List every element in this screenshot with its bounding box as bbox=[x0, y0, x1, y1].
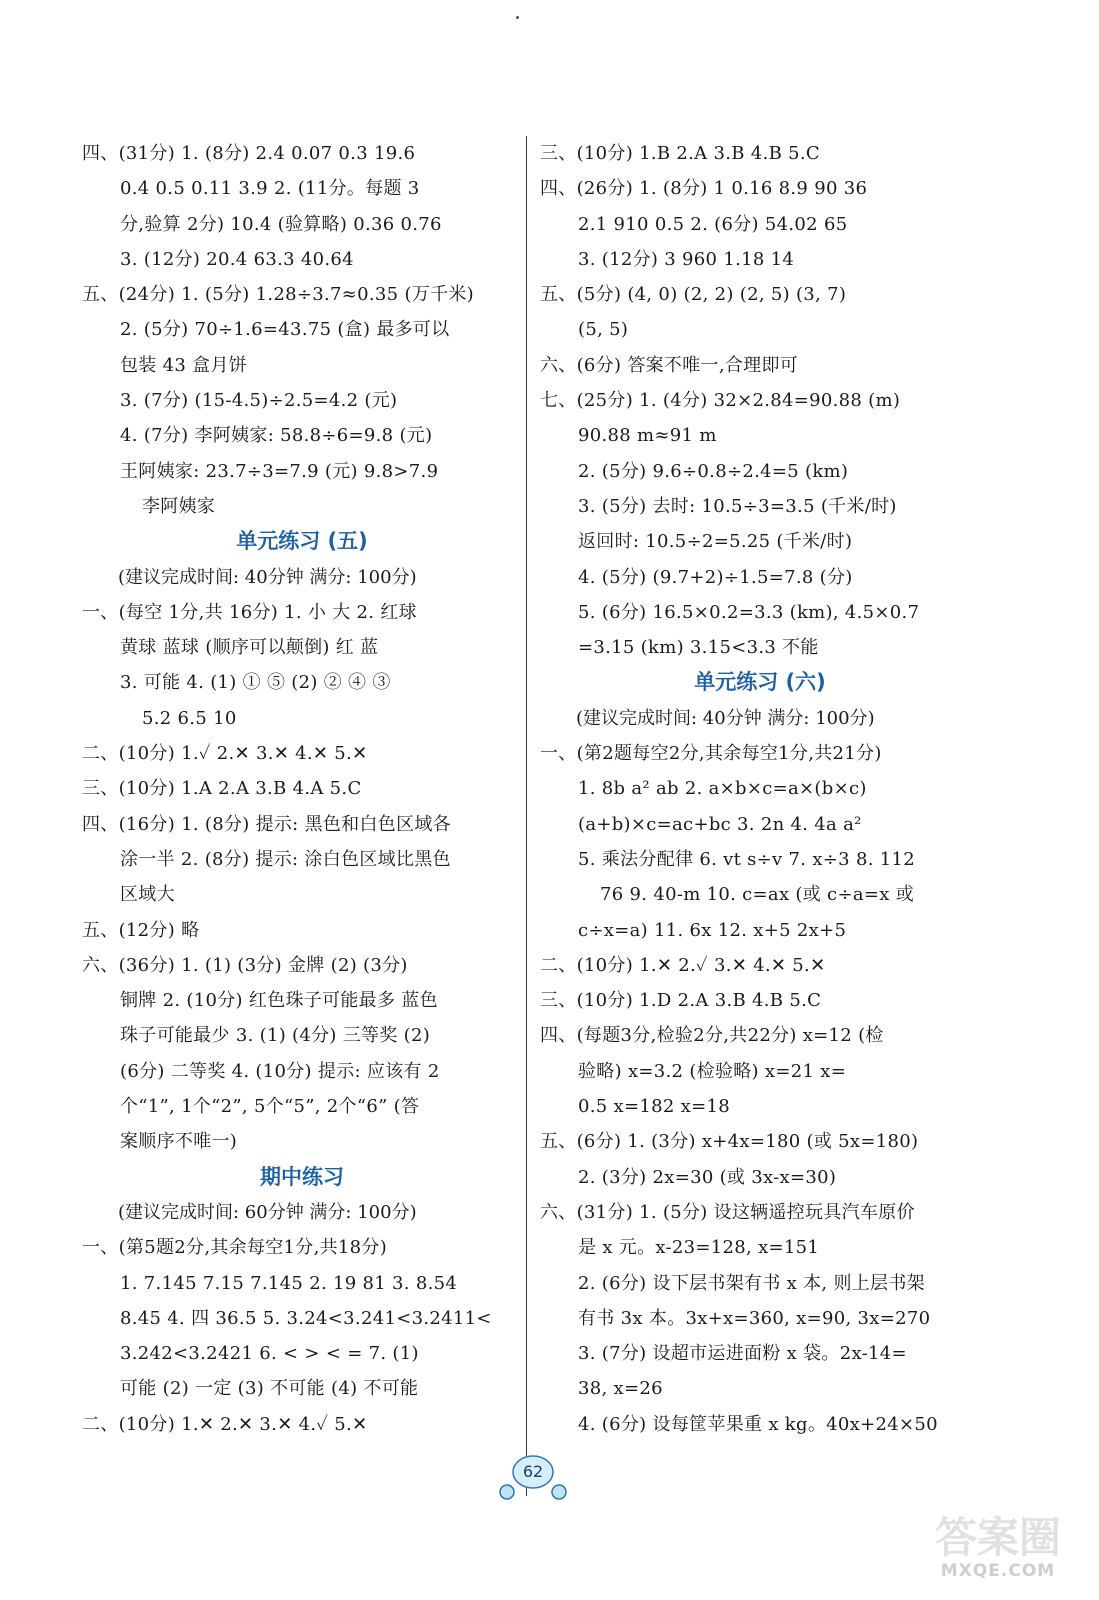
answer-line: 8.45 4. 四 36.5 5. 3.24<3.241<3.2411< bbox=[120, 1307, 492, 1329]
left-column bbox=[82, 136, 522, 1442]
answer-line: 5. (6分) 16.5×0.2=3.3 (km), 4.5×0.7 bbox=[578, 601, 920, 623]
answer-line: 3.242<3.2421 6. < > < = 7. (1) bbox=[120, 1343, 419, 1365]
answer-line: 三、(10分) 1.B 2.A 3.B 4.B 5.C bbox=[540, 143, 820, 164]
watermark-logo bbox=[908, 1505, 1088, 1590]
answer-line: 5. 乘法分配律 6. vt s÷v 7. x÷3 8. 112 bbox=[578, 848, 916, 870]
answer-line: 分,验算 2分) 10.4 (验算略) 0.36 0.76 bbox=[120, 213, 442, 235]
answer-line: 38, x=26 bbox=[578, 1378, 663, 1400]
answer-line: 七、(25分) 1. (4分) 32×2.84=90.88 (m) bbox=[540, 390, 901, 412]
section-info: (建议完成时间: 40分钟 满分: 100分) bbox=[118, 566, 417, 588]
answer-line: 3. (7分) 设超市运进面粉 x 袋。2x-14= bbox=[578, 1343, 907, 1365]
page-number-badge bbox=[497, 1448, 569, 1504]
answer-line: 五、(12分) 略 bbox=[82, 919, 200, 941]
answer-line: 0.5 x=182 x=18 bbox=[578, 1096, 730, 1118]
answer-line: 涂一半 2. (8分) 提示: 涂白色区域比黑色 bbox=[120, 848, 451, 870]
answer-line: 王阿姨家: 23.7÷3=7.9 (元) 9.8>7.9 bbox=[120, 460, 439, 482]
answer-line: 3. 可能 4. (1) ① ⑤ (2) ② ④ ③ bbox=[120, 672, 391, 694]
answer-line: 3. (5分) 去时: 10.5÷3=3.5 (千米/时) bbox=[578, 495, 897, 517]
answer-line: 返回时: 10.5÷2=5.25 (千米/时) bbox=[578, 531, 853, 553]
answer-line: 二、(10分) 1.✓ 2.✕ 3.✕ 4.✕ 5.✕ bbox=[82, 743, 368, 765]
answer-line: =3.15 (km) 3.15<3.3 不能 bbox=[578, 637, 819, 659]
answer-line: 4. (7分) 李阿姨家: 58.8÷6=9.8 (元) bbox=[120, 425, 433, 447]
answer-line: 验略) x=3.2 (检验略) x=21 x= bbox=[578, 1060, 847, 1082]
watermark-chars: 答案圈 bbox=[934, 1513, 1061, 1562]
answer-line: 1. 8b a² ab 2. a×b×c=a×(b×c) bbox=[578, 778, 867, 800]
answer-line: 六、(6分) 答案不唯一,合理即可 bbox=[540, 354, 799, 376]
answer-line: 一、(第5题2分,其余每空1分,共18分) bbox=[82, 1237, 388, 1259]
answer-line: 3. (12分) 20.4 63.3 40.64 bbox=[120, 248, 354, 270]
answer-line: 六、(31分) 1. (5分) 设这辆遥控玩具汽车原价 bbox=[540, 1201, 915, 1223]
answer-line: 六、(36分) 1. (1) (3分) 金牌 (2) (3分) bbox=[82, 954, 408, 976]
answer-line: 5.2 6.5 10 bbox=[142, 707, 237, 729]
answer-line: 2. (5分) 9.6÷0.8÷2.4=5 (km) bbox=[578, 460, 849, 482]
answer-line: 2. (3分) 2x=30 (或 3x-x=30) bbox=[578, 1166, 837, 1188]
answer-line: 四、(每题3分,检验2分,共22分) x=12 (检 bbox=[540, 1025, 884, 1047]
answer-line: 90.88 m≈91 m bbox=[578, 425, 717, 447]
answer-line: 五、(5分) (4, 0) (2, 2) (2, 5) (3, 7) bbox=[540, 284, 847, 306]
answer-line: 黄球 蓝球 (顺序可以颠倒) 红 蓝 bbox=[120, 637, 379, 659]
section-heading: 期中练习 bbox=[260, 1164, 344, 1189]
answer-line: 四、(26分) 1. (8分) 1 0.16 8.9 90 36 bbox=[540, 178, 868, 200]
answer-line: 有书 3x 本。3x+x=360, x=90, 3x=270 bbox=[578, 1307, 931, 1329]
answer-line: 案顺序不唯一) bbox=[120, 1131, 238, 1153]
answer-line: 四、(16分) 1. (8分) 提示: 黑色和白色区域各 bbox=[82, 813, 451, 835]
answer-line: c÷x=a) 11. 6x 12. x+5 2x+5 bbox=[578, 919, 847, 941]
answer-line: 三、(10分) 1.A 2.A 3.B 4.A 5.C bbox=[82, 778, 362, 800]
answer-line: 五、(24分) 1. (5分) 1.28÷3.7≈0.35 (万千米) bbox=[82, 284, 474, 306]
answer-line: 一、(第2题每空2分,其余每空1分,共21分) bbox=[540, 743, 882, 765]
answer-line: 可能 (2) 一定 (3) 不可能 (4) 不可能 bbox=[120, 1378, 419, 1400]
answer-line: 二、(10分) 1.✕ 2.✕ 3.✕ 4.✓ 5.✕ bbox=[82, 1413, 368, 1435]
answer-line: 包装 43 盒月饼 bbox=[120, 354, 248, 376]
answer-line: 2. (5分) 70÷1.6=43.75 (盒) 最多可以 bbox=[120, 319, 450, 341]
section-info: (建议完成时间: 60分钟 满分: 100分) bbox=[118, 1201, 417, 1223]
answer-line: 五、(6分) 1. (3分) x+4x=180 (或 5x=180) bbox=[540, 1131, 919, 1153]
answer-line: 3. (12分) 3 960 1.18 14 bbox=[578, 248, 795, 270]
answer-line: (6分) 二等奖 4. (10分) 提示: 应该有 2 bbox=[120, 1060, 440, 1082]
answer-line: 二、(10分) 1.✕ 2.✓ 3.✕ 4.✕ 5.✕ bbox=[540, 954, 826, 976]
answer-line: 区域大 bbox=[120, 884, 175, 906]
answer-line: 是 x 元。x-23=128, x=151 bbox=[578, 1237, 820, 1259]
top-dot bbox=[516, 16, 519, 19]
watermark-url: MXQE.COM bbox=[940, 1561, 1056, 1581]
answer-line: 2. (6分) 设下层书架有书 x 本, 则上层书架 bbox=[578, 1272, 925, 1294]
answer-line: 四、(31分) 1. (8分) 2.4 0.07 0.3 19.6 bbox=[82, 143, 416, 164]
answer-line: 3. (7分) (15-4.5)÷2.5=4.2 (元) bbox=[120, 390, 398, 412]
answer-line: 4. (6分) 设每筐苹果重 x kg。40x+24×50 bbox=[578, 1413, 938, 1435]
answer-line: 个“1”, 1个“2”, 5个“5”, 2个“6” (答 bbox=[120, 1096, 420, 1118]
answer-line: 4. (5分) (9.7+2)÷1.5=7.8 (分) bbox=[578, 566, 853, 588]
answer-line: 0.4 0.5 0.11 3.9 2. (11分。每题 3 bbox=[120, 178, 420, 200]
page-number: 62 bbox=[522, 1462, 544, 1481]
answer-line: 76 9. 40-m 10. c=ax (或 c÷a=x 或 bbox=[600, 884, 915, 906]
answer-line: 铜牌 2. (10分) 红色珠子可能最多 蓝色 bbox=[120, 990, 438, 1012]
answer-line: 1. 7.145 7.15 7.145 2. 19 81 3. 8.54 bbox=[120, 1272, 458, 1294]
column-divider bbox=[526, 136, 527, 1496]
answer-line: 三、(10分) 1.D 2.A 3.B 4.B 5.C bbox=[540, 990, 822, 1012]
answer-line: 李阿姨家 bbox=[142, 495, 216, 517]
answer-line: 一、(每空 1分,共 16分) 1. 小 大 2. 红球 bbox=[82, 601, 417, 623]
right-column bbox=[540, 136, 980, 1442]
section-heading: 单元练习 (五) bbox=[236, 529, 368, 554]
answer-line: 珠子可能最少 3. (1) (4分) 三等奖 (2) bbox=[120, 1025, 431, 1047]
answer-line: (a+b)×c=ac+bc 3. 2n 4. 4a a² bbox=[578, 813, 862, 835]
answer-line: 2.1 910 0.5 2. (6分) 54.02 65 bbox=[578, 213, 848, 235]
section-info: (建议完成时间: 40分钟 满分: 100分) bbox=[576, 707, 875, 729]
section-heading: 单元练习 (六) bbox=[694, 670, 826, 695]
answer-line: (5, 5) bbox=[578, 319, 629, 341]
